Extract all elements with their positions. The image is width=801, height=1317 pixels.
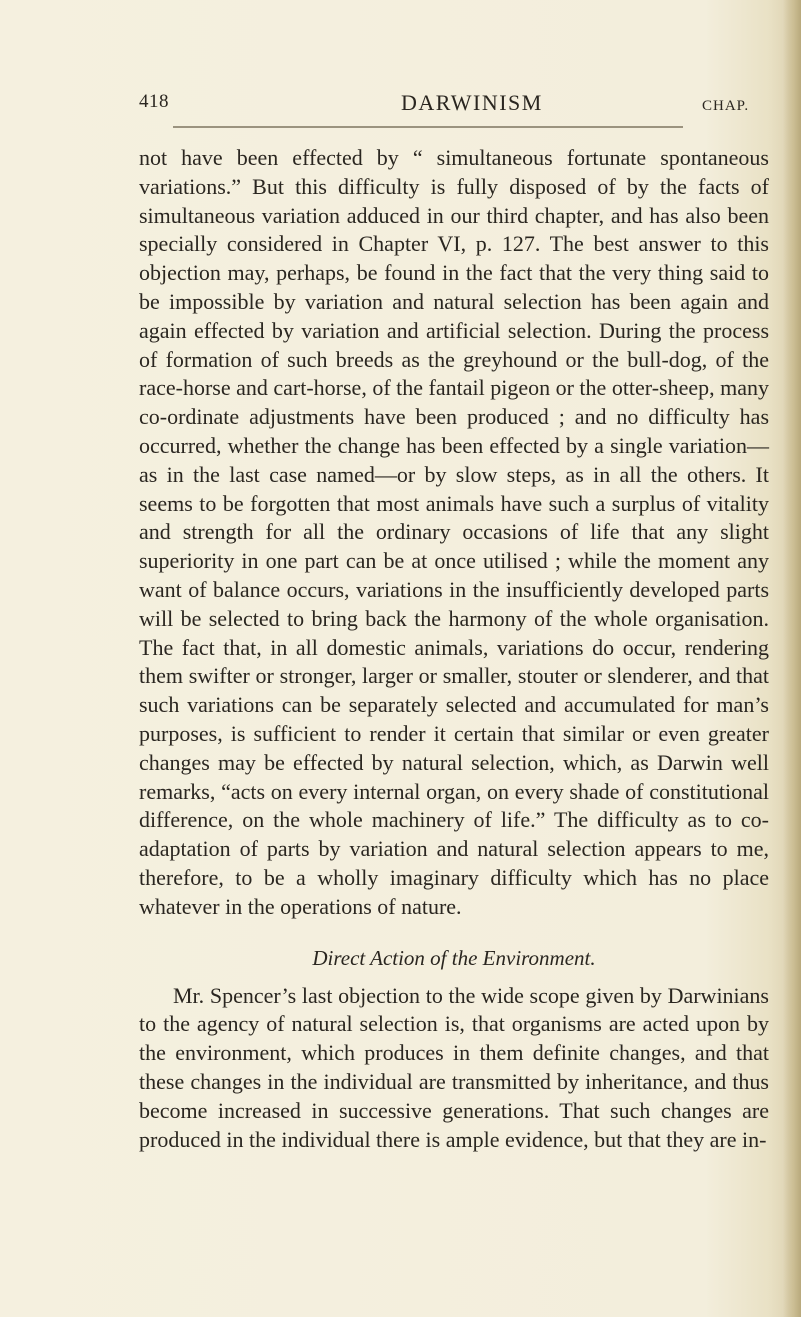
header-rule — [173, 126, 683, 128]
page-edge-shadow — [783, 0, 801, 1317]
paragraph-2: Mr. Spencer’s last objection to the wide scope given by Darwinians to the agency of natural selection is, that organisms are acted upon by the environment, which produces in them definite changes, and that these changes in the individual are transmitted by inheritance, and thus become increased in successive generations. That such changes are produced in the individual there is ample evidence, but that they are in- — [139, 982, 769, 1152]
page-number: 418 — [139, 91, 169, 112]
body-text — [139, 144, 769, 1154]
running-title: DARWINISM — [401, 90, 543, 115]
section-heading: Direct Action of the Environment. — [312, 945, 596, 970]
paragraph-1: not have been effected by “ simultaneous fortunate spontaneous variations.” But this difficulty is fully disposed of by the facts of simultaneous variation adduced in our third chapter, and has also been specially considered in Chapter VI, p. 127. The best answer to this objection may, perhaps, be found in the fact that the very thing said to be impossible by variation and natural selection has been again and again effected by variation and artificial selection. During the process of formation of such breeds as the greyhound or the bull-dog, of the race-horse and cart-horse, of the fantail pigeon or the otter-sheep, many co-ordinate adjustments have been produced ; and no difficulty has occurred, whether the change has been effected by a single variation—as in the last case named—or by slow steps, as in all the others. It seems to be forgotten that most animals have such a surplus of vitality and strength for all the ordinary occasions of life that any slight superiority in one part can be at once utilised ; while the moment any want of balance occurs, variations in the insufficiently developed parts will be selected to bring back the harmony of the whole organisation. The fact that, in all domestic animals, variations do occur, rendering them swifter or stronger, larger or smaller, stouter or slenderer, and that such variations can be separately selected and accumulated for man’s purposes, is sufficient to render it certain that similar or even greater changes may be effected by natural selection, which, as Darwin well remarks, “acts on every internal organ, on every shade of constitutional difference, on the whole machinery of life.” The difficulty as to co-adaptation of parts by variation and natural selection appears to me, therefore, to be a wholly imaginary difficulty which has no place whatever in the operations of nature. — [139, 145, 769, 919]
page-header — [139, 88, 769, 128]
chapter-mark: CHAP. — [702, 98, 750, 114]
